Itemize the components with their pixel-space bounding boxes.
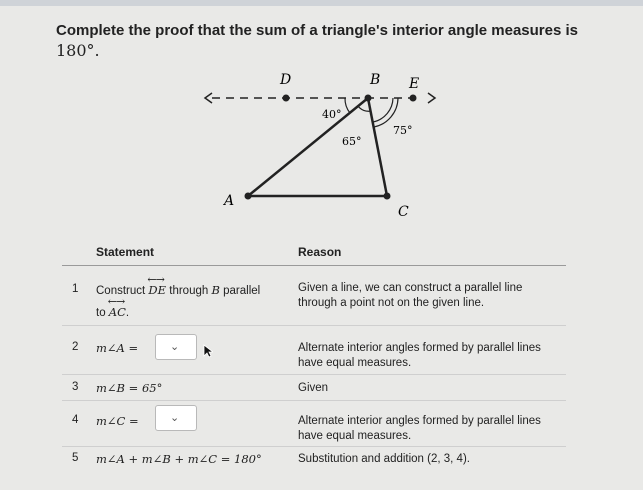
label-e: E — [409, 76, 420, 92]
chevron-down-icon: ⌄ — [170, 341, 180, 353]
row-divider — [62, 446, 566, 447]
row-2-statement: m∠A = — [96, 341, 139, 355]
reason-header: Reason — [298, 245, 342, 259]
label-c: C — [398, 204, 409, 220]
row-number: 3 — [72, 381, 79, 393]
chevron-down-icon: ⌄ — [170, 412, 180, 424]
point-b-symbol: B — [211, 283, 220, 297]
angle-label-ebc: 75° — [393, 124, 413, 137]
question-title-value: 180°. — [56, 41, 100, 60]
angle-label-dba: 40° — [322, 108, 342, 121]
row-4-statement: m∠C = — [96, 414, 139, 428]
double-arrow-icon: ←→ — [147, 273, 164, 286]
question-title-text: Complete the proof that the sum of a triangle's interior angle measures is — [56, 22, 579, 39]
mouse-cursor-icon — [203, 344, 213, 358]
row-divider — [62, 374, 566, 375]
point-b — [365, 95, 372, 102]
label-d: D — [280, 72, 292, 88]
side-bc — [368, 98, 387, 196]
stmt-parallel: parallel — [223, 285, 261, 297]
line-ac-symbol: ←→ AC — [107, 295, 126, 319]
stmt-through: through — [169, 285, 209, 297]
angle-arc-ebc-2 — [374, 98, 398, 127]
angle-c-dropdown[interactable] — [155, 405, 197, 431]
row-1-statement-line2 — [96, 295, 130, 319]
point-c — [384, 193, 391, 200]
row-divider — [62, 400, 566, 401]
stmt-period: . — [125, 307, 130, 319]
row-5-statement: m∠A + m∠B + m∠C = 180° — [96, 452, 262, 466]
row-3-statement: m∠B = 65° — [96, 381, 163, 395]
row-number: 4 — [72, 414, 79, 426]
point-d — [283, 95, 290, 102]
row-1-reason: Given a line, we can construct a parallel line through a point not on the given line. — [298, 282, 523, 309]
row-number: 2 — [72, 341, 79, 353]
angle-label-b: 65° — [342, 135, 362, 148]
stmt-to: to — [96, 307, 106, 319]
row-divider — [62, 325, 566, 326]
row-4-reason: Alternate interior angles formed by parallel lines have equal measures. — [298, 415, 541, 442]
row-number: 5 — [72, 452, 79, 464]
label-b: B — [370, 72, 381, 88]
row-5-reason: Substitution and addition (2, 3, 4). — [298, 453, 470, 465]
row-3-reason: Given — [298, 382, 329, 394]
statement-header: Statement — [96, 245, 155, 259]
line-de-symbol: ←→ DE — [147, 273, 167, 297]
arrow-right-icon — [428, 93, 435, 103]
double-arrow-icon: ←→ — [107, 295, 125, 308]
row-2-reason: Alternate interior angles formed by parallel lines have equal measures. — [298, 342, 541, 369]
point-e — [410, 95, 417, 102]
point-a — [245, 193, 252, 200]
angle-arc-dba — [345, 98, 350, 113]
label-a: A — [224, 193, 235, 209]
stmt-construct: Construct — [96, 285, 146, 297]
arrow-left-icon — [205, 93, 212, 103]
header-divider — [62, 265, 566, 266]
triangle-diagram — [0, 0, 643, 240]
row-number: 1 — [72, 283, 79, 295]
angle-a-dropdown[interactable] — [155, 334, 197, 360]
